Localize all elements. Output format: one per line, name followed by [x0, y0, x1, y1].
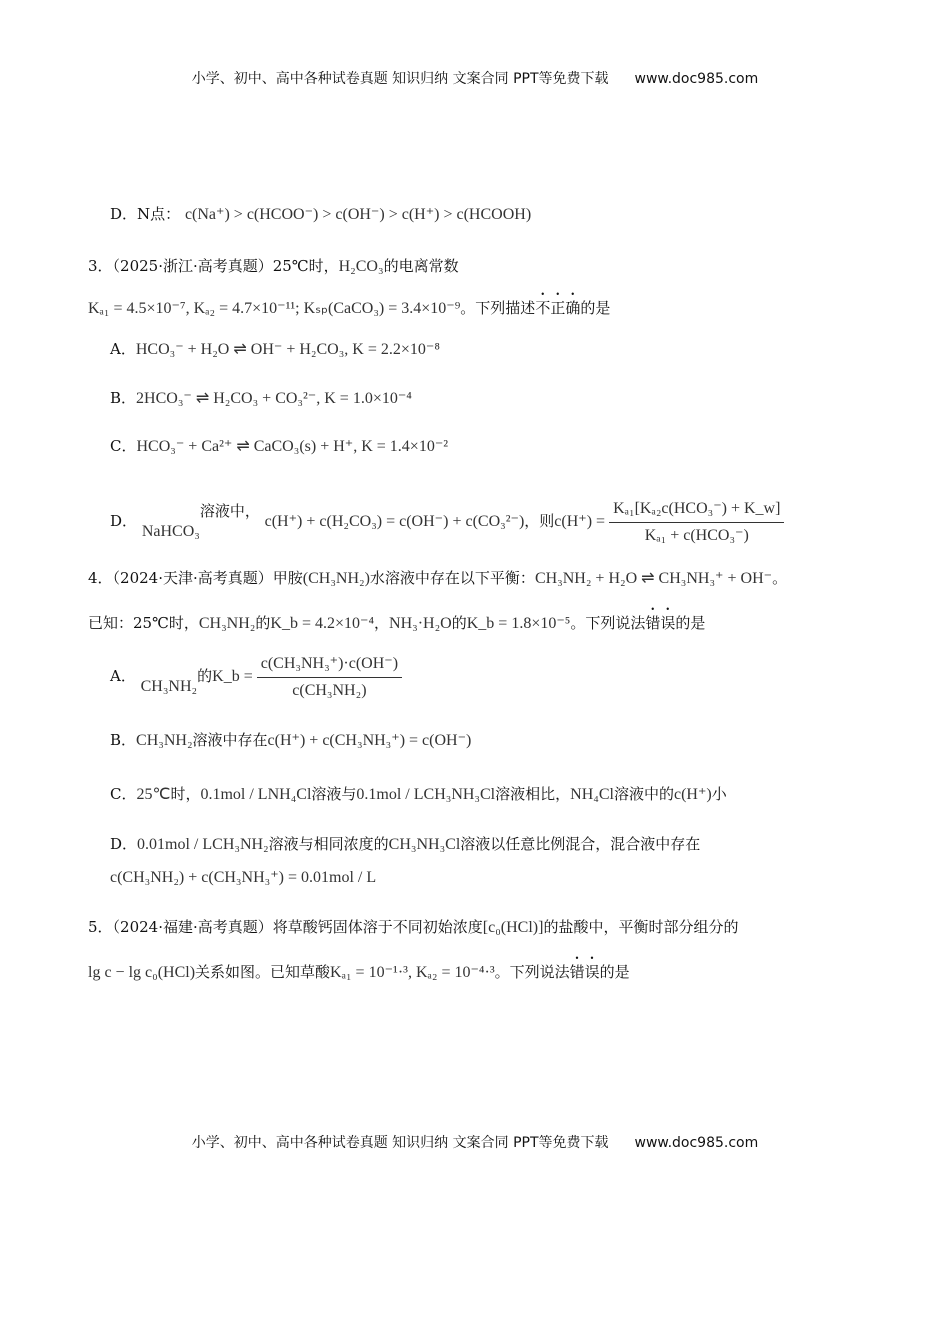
q3-option-d[interactable] — [110, 483, 784, 560]
text: ，则 — [524, 512, 555, 530]
header-text: 小学、初中、高中各种试卷真题 知识归纳 文案合同 PPT等免费下载 — [191, 71, 609, 87]
text: 溶液以任意比例混合，混合液中存在 — [460, 835, 701, 853]
denominator: Kₐ₁ + c(HCO₃⁻) — [644, 526, 749, 544]
q5-stem-line1 — [88, 917, 738, 938]
formula: 25℃ — [136, 786, 171, 803]
formula: CH₃NH₂ — [140, 678, 198, 695]
option-label: C． — [110, 437, 137, 455]
q4-option-a[interactable] — [110, 648, 402, 715]
option-label: C． — [110, 785, 137, 803]
q4-stem-line2 — [88, 605, 705, 634]
option-label: D． — [110, 512, 138, 530]
numerator: c(CH₃NH₃⁺)·c(OH⁻) — [257, 653, 402, 678]
formula: 0.1mol / LNH₄Cl — [200, 786, 312, 803]
text: 的 — [255, 614, 271, 632]
q4-option-c[interactable] — [110, 784, 727, 805]
formula: c(H⁺) + c(H₂CO₃) = c(OH⁻) + c(CO₃²⁻) — [264, 513, 525, 530]
page-footer — [0, 1133, 950, 1153]
text: ， — [374, 614, 390, 632]
emphasized-text: 错误 — [645, 614, 676, 632]
emphasized-text: 错误 — [569, 963, 600, 981]
formula: c(CH₃NH₂) + c(CH₃NH₃⁺) = 0.01mol / L — [110, 869, 377, 886]
q3-option-c[interactable] — [110, 436, 448, 457]
formula: NH₄Cl — [570, 786, 614, 803]
text: 。下列说法 — [494, 963, 570, 981]
text: 的 — [451, 614, 467, 632]
formula: K_b = 1.8×10⁻⁵ — [466, 615, 571, 632]
formula: 0.01mol / LCH₃NH₂ — [137, 836, 269, 853]
formula: HCO₃⁻ + H₂O ⇌ OH⁻ + H₂CO₃, K = 2.2×10⁻⁸ — [135, 341, 440, 358]
fraction — [257, 653, 402, 702]
formula: c(H⁺) = — [554, 513, 606, 530]
formula: K_b = 4.2×10⁻⁴ — [270, 615, 375, 632]
footer-text: 小学、初中、高中各种试卷真题 知识归纳 文案合同 PPT等免费下载 — [191, 1135, 609, 1151]
text: 小 — [711, 785, 727, 803]
formula: H₂CO₃ — [338, 258, 384, 275]
emphasized-text: 不正确 — [535, 299, 581, 317]
q5-stem-line2 — [88, 954, 630, 983]
formula: [c₀(HCl)] — [482, 919, 544, 936]
text: 的是 — [580, 299, 611, 317]
q3-stem-line1 — [88, 256, 459, 277]
formula: NH₃·H₂O — [389, 615, 452, 632]
q4-option-d-line2 — [110, 867, 376, 888]
option-label: B． — [110, 731, 137, 749]
formula: lg c − lg c₀(HCl) — [88, 964, 196, 981]
text: 。 — [772, 569, 788, 587]
formula: c(H⁺) — [673, 786, 712, 803]
text: 关系如图。已知草酸 — [195, 963, 331, 981]
numerator: Kₐ₁[Kₐ₂c(HCO₃⁻) + K_w] — [609, 498, 784, 523]
formula: HCO₃⁻ + Ca²⁺ ⇌ CaCO₃(s) + H⁺, K = 1.4×10⁻² — [136, 438, 449, 455]
option-label: A． — [110, 340, 136, 358]
text: 溶液与相同浓度的 — [268, 835, 389, 853]
text: 的是 — [675, 614, 706, 632]
text: 3．（2025·浙江·高考真题）25℃时， — [88, 257, 339, 275]
formula: Kₐ₁ = 4.5×10⁻⁷, Kₐ₂ = 4.7×10⁻¹¹; Kₛₚ(CaCO₃) = 3.4×10⁻⁹ — [88, 300, 461, 317]
text: 溶液相比， — [495, 785, 571, 803]
text: 的 — [197, 667, 213, 685]
formula: CH₃NH₃Cl — [388, 836, 461, 853]
text: 5．（2024·福建·高考真题）将草酸钙固体溶于不同初始浓度 — [88, 918, 483, 936]
q3-option-b[interactable] — [110, 388, 412, 409]
q3-stem-line2 — [88, 290, 610, 319]
footer-link[interactable]: www.doc985.com — [634, 1135, 759, 1151]
q2-option-d[interactable] — [110, 204, 531, 225]
formula: CH₃NH₂ — [136, 732, 193, 749]
text: 水溶液中存在以下平衡： — [369, 569, 535, 587]
text: 的盐酸中，平衡时部分组分的 — [543, 918, 739, 936]
q4-option-b[interactable] — [110, 730, 471, 751]
text: 时， — [170, 785, 201, 803]
text: 已知：25℃时， — [88, 614, 199, 632]
option-label: A． — [110, 667, 136, 685]
formula: c(Na⁺) > c(HCOO⁻) > c(OH⁻) > c(H⁺) > c(HCOOH) — [184, 206, 532, 223]
q4-stem-line1 — [88, 568, 787, 589]
option-label: D． — [110, 835, 138, 853]
text: 溶液与 — [311, 785, 357, 803]
text: 4．（2024·天津·高考真题）甲胺 — [88, 569, 303, 587]
fraction — [609, 498, 784, 547]
formula: Kₐ₁ = 10⁻¹·³, Kₐ₂ = 10⁻⁴·³ — [330, 964, 495, 981]
option-label: D．N点： — [110, 205, 181, 223]
formula: CH₃NH₂ + H₂O ⇌ CH₃NH₃⁺ + OH⁻ — [534, 570, 773, 587]
formula: NaHCO₃ — [141, 523, 200, 540]
formula: (CH₃NH₂) — [302, 570, 370, 587]
text: 。下列描述 — [460, 299, 536, 317]
formula: K_b = — [212, 668, 253, 685]
q3-option-a[interactable] — [110, 339, 440, 360]
text: 的是 — [599, 963, 630, 981]
formula: CH₃NH₂ — [198, 615, 256, 632]
text: 。下列说法 — [570, 614, 646, 632]
denominator: c(CH₃NH₂) — [292, 681, 367, 699]
formula: 0.1mol / LCH₃NH₃Cl — [356, 786, 496, 803]
formula: c(H⁺) + c(CH₃NH₃⁺) = c(OH⁻) — [267, 732, 472, 749]
q4-option-d[interactable] — [110, 834, 700, 855]
text: 溶液中， — [199, 502, 260, 520]
page-header — [0, 69, 950, 89]
text: 溶液中的 — [613, 785, 674, 803]
text: 溶液中存在 — [192, 731, 268, 749]
text: 的电离常数 — [383, 257, 459, 275]
header-link[interactable]: www.doc985.com — [634, 71, 759, 87]
formula: 2HCO₃⁻ ⇌ H₂CO₃ + CO₃²⁻, K = 1.0×10⁻⁴ — [136, 390, 412, 407]
option-label: B． — [110, 389, 137, 407]
